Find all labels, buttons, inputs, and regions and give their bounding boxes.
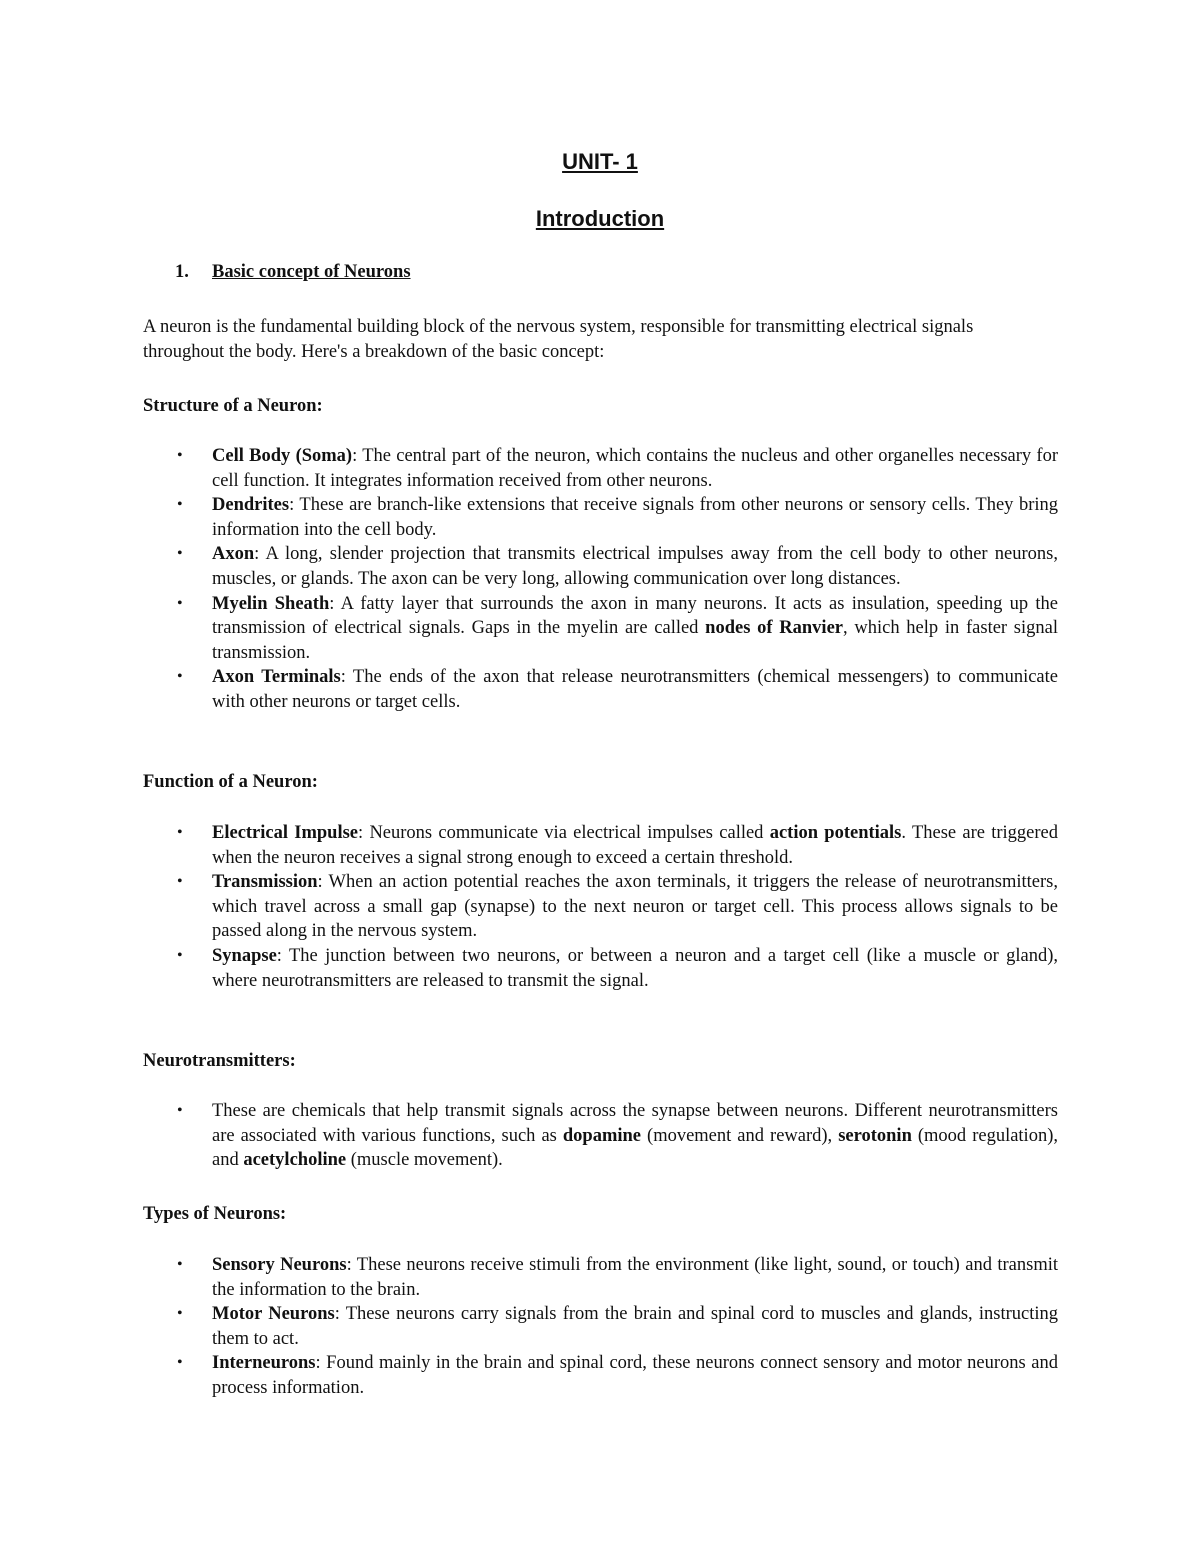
item-text-4: (muscle movement). (346, 1150, 503, 1171)
list-item (143, 1253, 1058, 1302)
item-bold-term: action potentials (769, 823, 902, 843)
list-item (143, 1302, 1058, 1351)
item-text: : These neurons receive stimuli from the environment (like light, sound, or touch) and transmit the information to the brain. (212, 1255, 1058, 1300)
item-text-3: (mood regulation), and (212, 1125, 1058, 1171)
item-term: Myelin Sheath (212, 593, 330, 614)
item-bold-dopamine: dopamine (562, 1125, 642, 1146)
function-heading: Function of a Neuron: (143, 772, 318, 792)
bullet-icon: • (177, 545, 183, 563)
item-term: Motor Neurons (212, 1304, 335, 1325)
item-term: Dendrites (212, 495, 290, 516)
list-item (143, 1099, 1058, 1173)
item-text-2: , which help in faster signal transmission. (212, 618, 1058, 663)
list-item (143, 870, 1058, 944)
item-term: Axon Terminals (212, 667, 341, 688)
item-text: : Neurons communicate via electrical impulses called (358, 823, 770, 843)
section-title: Basic concept of Neurons (212, 262, 411, 282)
bullet-icon: • (177, 1305, 183, 1323)
bullet-icon: • (177, 594, 183, 612)
item-term: Axon (212, 544, 255, 565)
list-item (143, 542, 1058, 591)
bullet-icon: • (177, 1256, 183, 1273)
item-term: Cell Body (Soma) (212, 446, 353, 466)
bullet-icon: • (177, 447, 183, 464)
list-item (143, 1351, 1058, 1400)
neurotransmitters-list (143, 1099, 1058, 1173)
item-term: Synapse (212, 945, 277, 966)
list-item (143, 944, 1058, 993)
item-text: : A fatty layer that surrounds the axon in many neurons. It acts as insulation, speeding up the transmission of electrical signals. Gaps in the myelin are called (212, 593, 1058, 639)
item-text: : These neurons carry signals from the brain and spinal cord to muscles and glands, instructing them to act. (212, 1304, 1058, 1349)
section-heading (175, 260, 411, 285)
item-bold-acetylcholine: acetylcholine (243, 1150, 347, 1171)
list-item (143, 444, 1058, 493)
bullet-icon: • (177, 1354, 183, 1372)
item-text: : The ends of the axon that release neurotransmitters (chemical messengers) to communicate with other neurons or target cells. (212, 667, 1058, 712)
bullet-icon: • (177, 496, 183, 514)
item-text: : When an action potential reaches the axon terminals, it triggers the release of neurotransmitters, which travel across a small gap (synapse) to the next neuron or target cell. This process allows signals to be passed along in the nervous system. (212, 872, 1058, 942)
item-text-2: (movement and reward), (641, 1125, 839, 1146)
item-text: : The central part of the neuron, which contains the nucleus and other organelles necessary for cell function. It integrates information received from other neurons. (212, 446, 1059, 491)
item-term: Transmission (212, 872, 318, 893)
item-text: These are chemicals that help transmit signals across the synapse between neurons. Different neurotransmitters are associated with various functions, such as (212, 1101, 1058, 1146)
item-term: Interneurons (212, 1353, 316, 1374)
list-item (143, 592, 1058, 666)
list-item (143, 821, 1058, 870)
item-text: : Found mainly in the brain and spinal cord, these neurons connect sensory and motor neurons and process information. (212, 1353, 1058, 1398)
item-text: : The junction between two neurons, or between a neuron and a target cell (like a muscle or gland), where neurotransmitters are released to transmit the signal. (212, 945, 1058, 991)
types-list (143, 1253, 1058, 1401)
item-term: Electrical Impulse (212, 823, 359, 843)
intro-title: Introduction (535, 206, 665, 231)
neurotransmitters-heading: Neurotransmitters: (143, 1051, 296, 1071)
item-bold-term: nodes of Ranvier (705, 618, 843, 639)
list-item (143, 493, 1058, 542)
intro-paragraph: A neuron is the fundamental building block of the nervous system, responsible for transmitting electrical signals throughout the body. Here's a breakdown of the basic concept: (143, 317, 974, 362)
item-bold-serotonin: serotonin (838, 1125, 912, 1146)
bullet-icon: • (177, 824, 183, 841)
unit-title: UNIT- 1 (562, 149, 638, 174)
bullet-icon: • (177, 946, 183, 964)
item-text: : These are branch-like extensions that receive signals from other neurons or sensory cells. They bring information into the cell body. (212, 495, 1058, 540)
structure-heading: Structure of a Neuron: (143, 396, 323, 416)
bullet-icon: • (177, 1102, 183, 1119)
item-term: Sensory Neurons (212, 1255, 347, 1275)
bullet-icon: • (177, 873, 183, 891)
structure-list (143, 444, 1058, 715)
bullet-icon: • (177, 668, 183, 686)
item-text: : A long, slender projection that transmits electrical impulses away from the cell body to other neurons, muscles, or glands. The axon can be very long, allowing communication over long distances. (212, 544, 1058, 589)
types-heading: Types of Neurons: (143, 1204, 287, 1224)
list-item (143, 665, 1058, 714)
item-text-2: . These are triggered when the neuron receives a signal strong enough to exceed a certain threshold. (212, 823, 1059, 868)
function-list (143, 821, 1058, 993)
section-number: 1. (175, 262, 189, 282)
